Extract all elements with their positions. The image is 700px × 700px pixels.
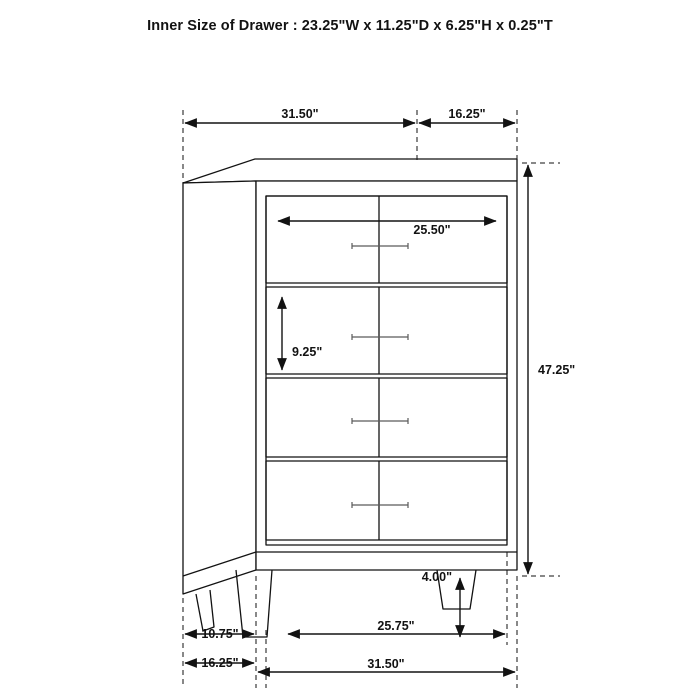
- dim-total-height: 47.25": [538, 363, 576, 377]
- dim-base-inner-width: 25.75": [377, 619, 415, 633]
- dim-base-depth-2: 16.25": [201, 656, 239, 670]
- dim-base-depth: 10.75": [201, 627, 239, 641]
- dim-drawer-width: 25.50": [413, 223, 451, 237]
- dim-base-width: 31.50": [367, 657, 405, 671]
- dim-leg-height: 4.00": [421, 570, 452, 584]
- dim-top-depth: 16.25": [448, 107, 486, 121]
- dim-top-width: 31.50": [281, 107, 319, 121]
- page-title: Inner Size of Drawer : 23.25"W x 11.25"D x 6.25"H x 0.25"T: [147, 18, 553, 34]
- chest-body-outline: [183, 159, 517, 637]
- dim-drawer-height: 9.25": [292, 345, 323, 359]
